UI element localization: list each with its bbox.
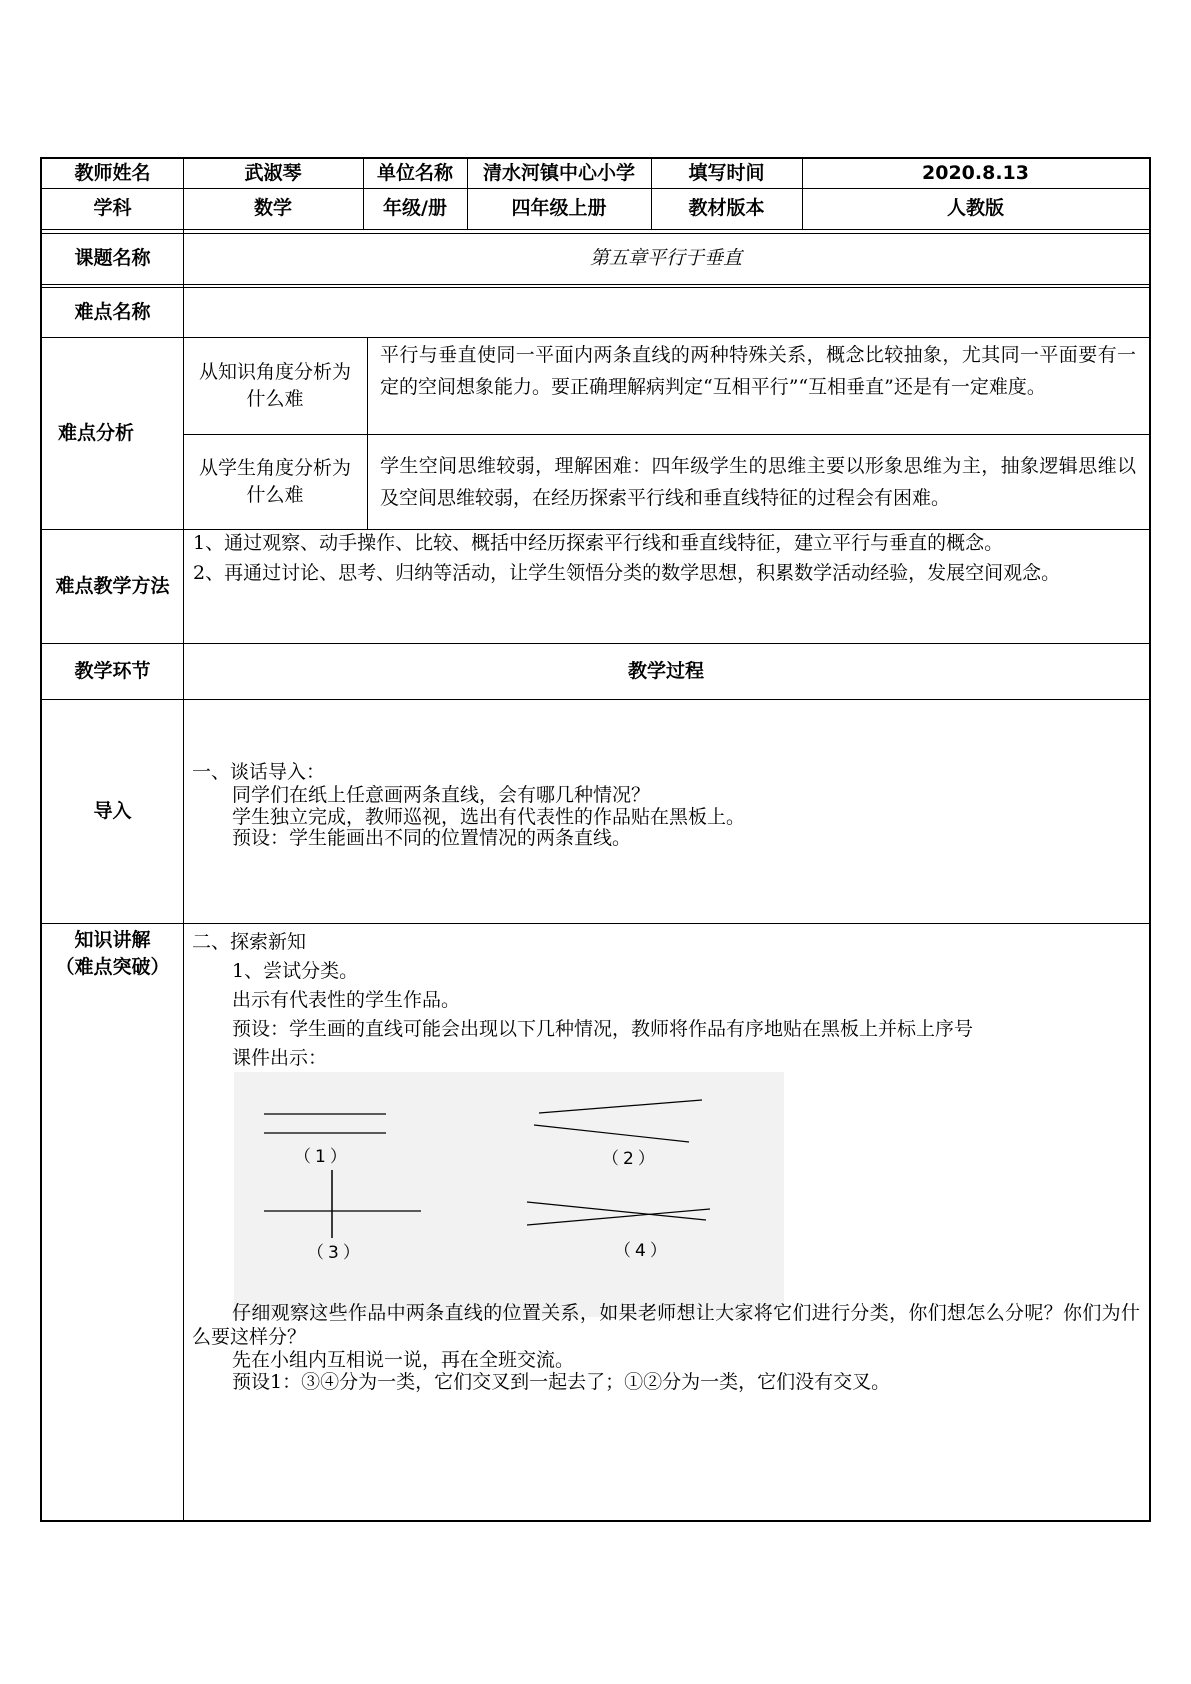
explain-step-1: 1、尝试分类。 [232,960,359,982]
fig-label-3: （3） [307,1243,364,1263]
subject-value: 数学 [253,197,292,220]
student-angle-label-line1: 从学生角度分析为 [198,456,351,479]
student-angle-label [183,434,367,529]
fig-label-1: （1） [294,1147,351,1167]
explain-label [42,927,183,987]
stage-header: 教学环节 [74,659,151,682]
difficulty-name-value [183,287,1149,337]
row-divider [42,923,1149,924]
intro-line-1: 同学们在纸上任意画两条直线，会有哪几种情况？ [232,784,651,806]
line-position-figure [234,1072,784,1317]
subject-label: 学科 [93,197,132,220]
date-value: 2020.8.13 [922,162,1029,185]
column-divider [367,337,368,529]
intro-line-2: 学生独立完成，教师巡视，选出有代表性的作品贴在黑板上。 [232,806,746,828]
fig-label-2: （2） [602,1149,659,1169]
knowledge-angle-label-line2: 什么难 [246,387,304,410]
explain-line-1: 出示有代表性的学生作品。 [232,989,461,1011]
fig-label-4: （4） [614,1241,671,1261]
edition-value: 人教版 [946,197,1004,220]
row-divider [42,229,1149,230]
process-header: 教学过程 [627,659,704,682]
lesson-plan-table [40,157,1151,1522]
method-line-2: 2、再通过讨论、思考、归纳等活动，让学生领悟分类的数学思想，积累数学活动经验，发展空间观念。 [193,562,1061,584]
fig2-line-b [534,1125,689,1142]
difficulty-name-label: 难点名称 [74,300,151,323]
knowledge-angle-label-line1: 从知识角度分析为 [198,360,351,383]
date-label: 填写时间 [688,162,765,185]
explain-label-line2: （难点突破） [55,955,170,978]
explain-paragraph-1: 仔细观察这些作品中两条直线的位置关系，如果老师想让大家将它们进行分类，你们想怎么分呢？你们为什么要这样分？ [192,1302,1140,1348]
explain-line-2: 预设：学生画的直线可能会出现以下几种情况，教师将作品有序地贴在黑板上并标上序号 [232,1018,974,1040]
explain-label-line1: 知识讲解 [74,929,151,951]
teacher-name-value: 武淑琴 [244,162,302,185]
explain-line-4: 先在小组内互相说一说，再在全班交流。 [232,1349,575,1371]
unit-value: 清水河镇中心小学 [482,162,635,185]
grade-label: 年级/册 [383,197,447,220]
student-angle-text: 学生空间思维较弱，理解困难：四年级学生的思维主要以形象思维为主，抽象逻辑思维以及空间思维较弱，在经历探索平行线和垂直线特征的过程会有困难。 [380,455,1136,509]
topic-label: 课题名称 [74,247,151,270]
explain-line-5: 预设1：③④分为一类，它们交叉到一起去了；①②分为一类，它们没有交叉。 [232,1371,891,1393]
grade-value: 四年级上册 [511,197,607,220]
teacher-name-label: 教师姓名 [74,162,151,185]
method-line-1: 1、通过观察、动手操作、比较、概括中经历探索平行线和垂直线特征，建立平行与垂直的概念。 [193,532,1004,554]
student-angle-label-line2: 什么难 [246,483,304,506]
fig2-line-a [539,1100,702,1113]
row-divider [42,284,1149,285]
explain-title: 二、探索新知 [192,931,307,953]
explain-line-3: 课件出示： [232,1047,328,1069]
intro-line-3: 预设：学生能画出不同的位置情况的两条直线。 [232,827,632,849]
knowledge-angle-text: 平行与垂直使同一平面内两条直线的两种特殊关系，概念比较抽象，尤其同一平面要有一定的空间想象能力。要正确理解病判定“互相平行”“互相垂直”还是有一定难度。 [380,344,1136,398]
method-label: 难点教学方法 [55,574,170,597]
unit-label: 单位名称 [376,162,453,185]
topic-value: 第五章平行于垂直 [589,247,742,270]
intro-title: 一、谈话导入： [192,761,326,783]
knowledge-angle-label [183,337,367,434]
edition-label: 教材版本 [688,197,765,220]
intro-label: 导入 [93,799,132,822]
analysis-label: 难点分析 [57,421,134,444]
row-divider [42,699,1149,700]
